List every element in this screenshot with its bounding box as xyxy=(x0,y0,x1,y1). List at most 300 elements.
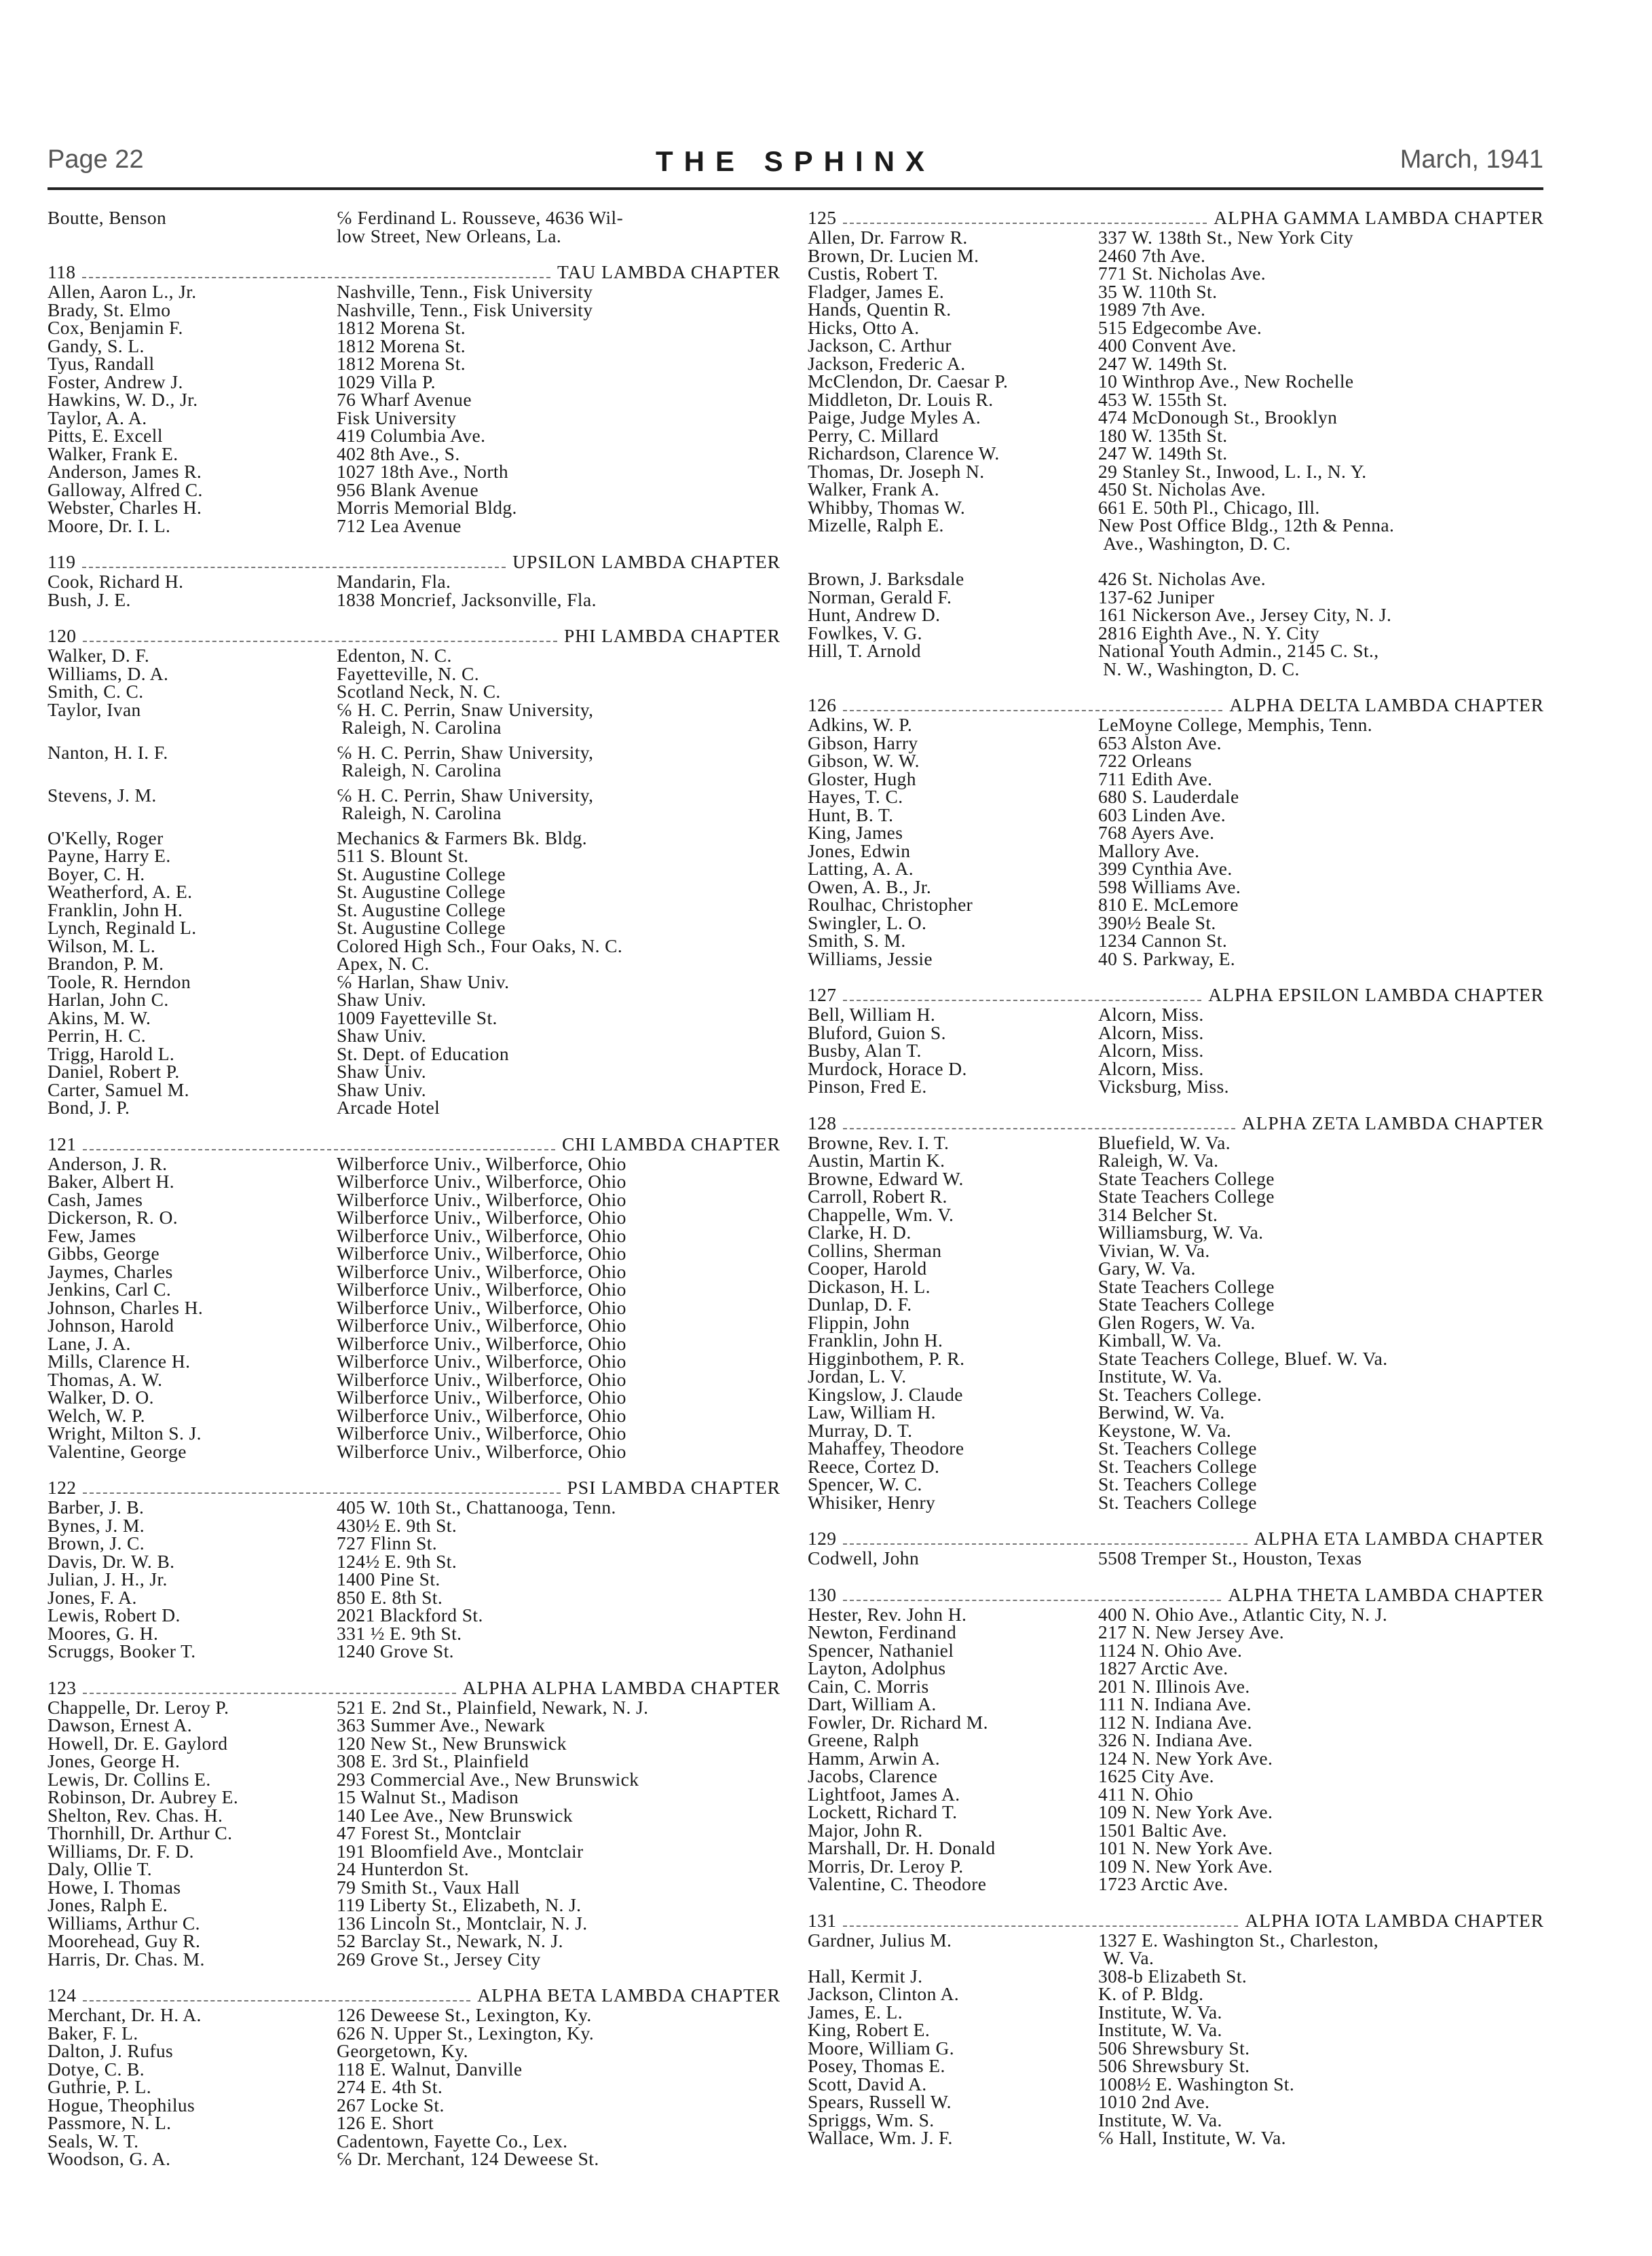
member-entry xyxy=(808,570,1544,588)
member-address: Vivian, W. Va. xyxy=(1098,1239,1210,1261)
page-number: Page 22 xyxy=(48,145,144,174)
member-address: 274 E. 4th St. xyxy=(337,2076,443,2097)
chapter-section xyxy=(48,553,781,609)
chapter-section xyxy=(48,1135,781,1461)
member-entry xyxy=(48,1027,781,1045)
member-address: State Teachers College xyxy=(1098,1294,1275,1315)
member-address: Williamsburg, W. Va. xyxy=(1098,1222,1264,1243)
member-address: 453 W. 155th St. xyxy=(1098,388,1228,410)
member-name: Lewis, Dr. Collins E. xyxy=(48,1768,211,1790)
member-entry xyxy=(48,1716,781,1735)
member-name: Jaymes, Charles xyxy=(48,1260,173,1282)
member-address: New Post Office Bldg., 12th & Penna. Ave., Washington, D. C. xyxy=(1098,514,1395,554)
chapter-number: 128 xyxy=(808,1112,837,1133)
member-address: 118 E. Walnut, Danville xyxy=(337,2058,523,2080)
member-entry xyxy=(48,741,781,781)
member-name: Swingler, L. O. xyxy=(808,911,927,933)
member-name: Jones, F. A. xyxy=(48,1586,137,1608)
chapter-name: ALPHA THETA LAMBDA CHAPTER xyxy=(1228,1583,1544,1605)
member-address: St. Augustine College xyxy=(337,899,506,920)
member-address: 326 N. Indiana Ave. xyxy=(1098,1729,1253,1750)
member-name: Few, James xyxy=(48,1224,136,1246)
member-address: Keystone, W. Va. xyxy=(1098,1419,1232,1441)
chapter-section xyxy=(808,1909,1544,2148)
member-address: ℅ Harlan, Shaw Univ. xyxy=(337,971,510,992)
member-name: Smith, C. C. xyxy=(48,681,144,702)
member-name: Flippin, John xyxy=(808,1311,910,1333)
member-name: Cook, Richard H. xyxy=(48,571,184,592)
member-entry xyxy=(808,2129,1544,2147)
member-address: Georgetown, Ky. xyxy=(337,2040,468,2061)
member-entry xyxy=(808,824,1544,842)
member-name: Toole, R. Herndon xyxy=(48,971,191,992)
member-address: 1010 2nd Ave. xyxy=(1098,2091,1210,2112)
member-name: Gandy, S. L. xyxy=(48,335,145,356)
chapter-number: 123 xyxy=(48,1676,77,1698)
member-address: Shaw Univ. xyxy=(337,1078,427,1100)
member-name: Hamm, Arwin A. xyxy=(808,1747,941,1769)
member-address: Mechanics & Farmers Bk. Bldg. xyxy=(337,827,588,848)
member-entry xyxy=(808,606,1544,624)
member-name: Moore, William G. xyxy=(808,2037,954,2058)
member-name: Lane, J. A. xyxy=(48,1332,131,1354)
member-address: Bluefield, W. Va. xyxy=(1098,1131,1231,1153)
member-name: Dawson, Ernest A. xyxy=(48,1714,193,1735)
leader-dashes xyxy=(843,1600,1221,1601)
member-address: 661 E. 50th Pl., Chicago, Ill. xyxy=(1098,496,1320,518)
member-name: Custis, Robert T. xyxy=(808,263,939,284)
member-entry xyxy=(808,788,1544,806)
member-address: 1838 Moncrief, Jacksonville, Fla. xyxy=(337,588,597,610)
member-address: 1400 Pine St. xyxy=(337,1568,440,1590)
member-address: Wilberforce Univ., Wilberforce, Ohio xyxy=(337,1243,626,1264)
member-entry xyxy=(808,896,1544,914)
member-name: Spears, Russell W. xyxy=(808,2091,952,2112)
member-name: Seals, W. T. xyxy=(48,2130,139,2151)
member-address: 402 8th Ave., S. xyxy=(337,443,460,464)
chapter-section xyxy=(808,696,1544,968)
member-entry xyxy=(808,642,1544,678)
member-name: King, Robert E. xyxy=(808,2019,931,2040)
member-name: Austin, Martin K. xyxy=(808,1150,945,1171)
member-address: 426 St. Nicholas Ave. xyxy=(1098,568,1266,589)
member-name: Norman, Gerald F. xyxy=(808,586,952,607)
member-address: Gary, W. Va. xyxy=(1098,1258,1196,1279)
member-address: Berwind, W. Va. xyxy=(1098,1402,1225,1423)
chapter-name: PSI LAMBDA CHAPTER xyxy=(567,1477,781,1498)
member-address: Institute, W. Va. xyxy=(1098,2019,1222,2040)
chapter-name: TAU LAMBDA CHAPTER xyxy=(557,261,781,282)
member-entry xyxy=(48,283,781,301)
member-name: Morris, Dr. Leroy P. xyxy=(808,1855,964,1877)
member-name: Johnson, Charles H. xyxy=(48,1296,204,1318)
member-address: 1124 N. Ohio Ave. xyxy=(1098,1639,1243,1661)
chapter-heading xyxy=(808,986,1544,1005)
member-address: 35 W. 110th St. xyxy=(1098,280,1218,302)
member-entry xyxy=(48,514,781,536)
member-address: 111 N. Indiana Ave. xyxy=(1098,1693,1252,1714)
member-entry xyxy=(48,1063,781,1081)
member-name: Spencer, Nathaniel xyxy=(808,1639,954,1661)
member-entry xyxy=(48,1932,781,1951)
member-address: 712 Lea Avenue xyxy=(337,514,462,536)
member-entry xyxy=(808,2057,1544,2075)
chapter-heading xyxy=(48,1479,781,1498)
member-name: Webster, Charles H. xyxy=(48,497,202,518)
member-entry xyxy=(808,1491,1544,1513)
member-address: 161 Nickerson Ave., Jersey City, N. J. xyxy=(1098,604,1392,625)
member-name: Dart, William A. xyxy=(808,1693,937,1714)
member-entry xyxy=(48,2006,781,2025)
member-name: King, James xyxy=(808,822,903,843)
chapter-heading xyxy=(48,553,781,572)
member-entry xyxy=(808,716,1544,734)
chapter-name: ALPHA DELTA LAMBDA CHAPTER xyxy=(1229,694,1544,715)
member-address: Mandarin, Fla. xyxy=(337,571,451,592)
member-entry xyxy=(48,573,781,591)
member-entry xyxy=(808,1437,1544,1459)
member-name: Anderson, James R. xyxy=(48,461,202,482)
member-address: 722 Orleans xyxy=(1098,750,1193,771)
member-address: 293 Commercial Ave., New Brunswick xyxy=(337,1768,639,1790)
member-name: Major, John R. xyxy=(808,1819,923,1841)
member-address: National Youth Admin., 2145 C. St., N. W., Washington, D. C. xyxy=(1098,640,1379,679)
chapter-number: 122 xyxy=(48,1477,77,1498)
member-address: 711 Edith Ave. xyxy=(1098,768,1213,789)
member-name: Fladger, James E. xyxy=(808,280,945,302)
member-address: 810 E. McLemore xyxy=(1098,894,1239,915)
member-name: James, E. L. xyxy=(808,2001,903,2023)
member-name: Walker, D. O. xyxy=(48,1387,154,1408)
member-name: Williams, D. A. xyxy=(48,662,169,684)
leader-dashes xyxy=(843,223,1207,224)
member-name: Jordan, L. V. xyxy=(808,1366,907,1387)
member-address: St. Teachers College xyxy=(1098,1455,1257,1477)
chapter-section xyxy=(48,263,781,535)
member-address: Shaw Univ. xyxy=(337,989,427,1010)
member-address: Institute, W. Va. xyxy=(1098,2001,1222,2023)
chapter-name: ALPHA EPSILON LAMBDA CHAPTER xyxy=(1208,984,1544,1005)
leader-dashes xyxy=(83,1492,560,1494)
member-entry xyxy=(48,1281,781,1299)
member-name: Fowlkes, V. G. xyxy=(808,622,922,643)
member-entry xyxy=(808,2021,1544,2039)
member-name: Davis, Dr. W. B. xyxy=(48,1550,175,1572)
member-entry xyxy=(48,784,781,823)
member-address: 314 Belcher St. xyxy=(1098,1203,1218,1225)
member-entry xyxy=(48,499,781,517)
member-address: ℅ Hall, Institute, W. Va. xyxy=(1098,2127,1286,2148)
member-name: Hogue, Theophilus xyxy=(48,2094,195,2116)
member-address: 400 Convent Ave. xyxy=(1098,335,1237,356)
member-entry xyxy=(808,1332,1544,1350)
member-entry xyxy=(48,427,781,445)
member-address: 2816 Eighth Ave., N. Y. City xyxy=(1098,622,1320,643)
member-entry xyxy=(48,1824,781,1843)
member-entry xyxy=(48,1209,781,1227)
member-entry xyxy=(808,1803,1544,1822)
member-name: Brown, Dr. Lucien M. xyxy=(808,244,979,266)
member-address: State Teachers College xyxy=(1098,1186,1275,1207)
leader-dashes xyxy=(843,1128,1235,1129)
member-address: Apex, N. C. xyxy=(337,953,430,974)
member-address: LeMoyne College, Memphis, Tenn. xyxy=(1098,714,1373,735)
member-entry xyxy=(48,1860,781,1879)
member-address: Glen Rogers, W. Va. xyxy=(1098,1311,1256,1333)
member-entry xyxy=(48,647,781,665)
member-name: Thornhill, Dr. Arthur C. xyxy=(48,1822,233,1843)
member-name: Walker, Frank A. xyxy=(808,478,940,500)
member-name: Moore, Dr. I. L. xyxy=(48,514,171,536)
chapter-heading xyxy=(48,1135,781,1154)
member-address: 331 ½ E. 9th St. xyxy=(337,1622,462,1644)
member-name: Clarke, H. D. xyxy=(808,1222,912,1243)
member-address: 1501 Baltic Ave. xyxy=(1098,1819,1227,1841)
member-name: Cain, C. Morris xyxy=(808,1675,929,1697)
member-name: Dickerson, R. O. xyxy=(48,1207,178,1228)
member-address: 267 Locke St. xyxy=(337,2094,445,2116)
member-name: Lockett, Richard T. xyxy=(808,1801,958,1822)
member-name: Guthrie, P. L. xyxy=(48,2076,152,2097)
member-name: Lewis, Robert D. xyxy=(48,1604,181,1625)
member-name: Williams, Arthur C. xyxy=(48,1912,200,1934)
member-address: 101 N. New York Ave. xyxy=(1098,1837,1273,1858)
member-entry xyxy=(48,883,781,901)
member-address: 136 Lincoln St., Montclair, N. J. xyxy=(337,1912,588,1934)
member-name: Hayes, T. C. xyxy=(808,786,903,807)
member-name: Bond, J. P. xyxy=(48,1097,130,1118)
member-name: Brown, J. Barksdale xyxy=(808,568,964,589)
chapter-name: ALPHA ZETA LAMBDA CHAPTER xyxy=(1241,1112,1544,1133)
member-entry xyxy=(48,1099,781,1117)
member-address: Wilberforce Univ., Wilberforce, Ohio xyxy=(337,1207,626,1228)
member-entry xyxy=(808,1731,1544,1750)
member-name: Valentine, C. Theodore xyxy=(808,1873,987,1894)
member-name: Browne, Rev. I. T. xyxy=(808,1131,950,1153)
member-address: 191 Bloomfield Ave., Montclair xyxy=(337,1840,584,1862)
member-address: Alcorn, Miss. xyxy=(1098,1057,1204,1079)
member-name: Fowler, Dr. Richard M. xyxy=(808,1711,988,1733)
member-entry xyxy=(808,409,1544,427)
member-name: Brandon, P. M. xyxy=(48,953,164,974)
member-address: State Teachers College xyxy=(1098,1275,1275,1297)
member-address: 598 Williams Ave. xyxy=(1098,876,1241,897)
chapter-number: 120 xyxy=(48,625,77,646)
chapter-heading xyxy=(48,1987,781,2006)
member-name: Brady, St. Elmo xyxy=(48,299,171,320)
member-name: Woodson, G. A. xyxy=(48,2148,171,2169)
member-entry xyxy=(48,991,781,1009)
member-name: Middleton, Dr. Louis R. xyxy=(808,388,994,410)
member-entry xyxy=(48,919,781,937)
member-name: Harris, Dr. Chas. M. xyxy=(48,1948,205,1970)
member-name: Walker, Frank E. xyxy=(48,443,179,464)
member-name: O'Kelly, Roger xyxy=(48,827,164,848)
member-address: 1827 Arctic Ave. xyxy=(1098,1657,1228,1678)
member-name: Akins, M. W. xyxy=(48,1007,151,1028)
member-address: 626 N. Upper St., Lexington, Ky. xyxy=(337,2022,595,2044)
member-entry xyxy=(48,588,781,610)
member-name: Robinson, Dr. Aubrey E. xyxy=(48,1786,239,1807)
member-name: Weatherford, A. E. xyxy=(48,881,193,902)
chapter-heading xyxy=(808,209,1544,228)
member-address: 727 Flinn St. xyxy=(337,1533,438,1554)
member-entry xyxy=(808,445,1544,463)
member-name: Mills, Clarence H. xyxy=(48,1351,191,1372)
member-entry xyxy=(808,1695,1544,1714)
member-address: 1008½ E. Washington St. xyxy=(1098,2073,1295,2094)
member-address: 1723 Arctic Ave. xyxy=(1098,1873,1228,1894)
chapter-number: 127 xyxy=(808,984,837,1005)
member-address: Vicksburg, Miss. xyxy=(1098,1076,1229,1097)
chapter-number: 131 xyxy=(808,1909,837,1931)
member-name: Murray, D. T. xyxy=(808,1419,913,1441)
member-address: Wilberforce Univ., Wilberforce, Ohio xyxy=(337,1171,626,1192)
member-name: Perrin, H. C. xyxy=(48,1025,146,1046)
member-address: K. of P. Bldg. xyxy=(1098,1983,1204,2004)
member-name: Cox, Benjamin F. xyxy=(48,317,183,338)
member-name: Carter, Samuel M. xyxy=(48,1078,189,1100)
leader-dashes xyxy=(83,1149,555,1150)
member-entry xyxy=(48,2078,781,2097)
member-name: Tyus, Randall xyxy=(48,353,155,374)
member-name: Gloster, Hugh xyxy=(808,768,916,789)
member-name: Franklin, John H. xyxy=(48,899,183,920)
member-name: Gibbs, George xyxy=(48,1243,160,1264)
member-name: Hunt, Andrew D. xyxy=(808,604,941,625)
member-address: Shaw Univ. xyxy=(337,1061,427,1082)
chapter-name: UPSILON LAMBDA CHAPTER xyxy=(512,551,781,572)
member-entry xyxy=(48,2114,781,2132)
left-column xyxy=(48,209,781,2187)
member-address: St. Teachers College. xyxy=(1098,1383,1262,1405)
member-address: 956 Blank Avenue xyxy=(337,478,479,500)
member-entry xyxy=(48,1317,781,1335)
member-address: 400 N. Ohio Ave., Atlantic City, N. J. xyxy=(1098,1603,1388,1625)
member-address: 390½ Beale St. xyxy=(1098,911,1216,933)
member-name: Roulhac, Christopher xyxy=(808,894,973,915)
member-name: Hands, Quentin R. xyxy=(808,299,952,320)
member-address: 363 Summer Ave., Newark xyxy=(337,1714,546,1735)
member-entry xyxy=(808,1985,1544,2004)
member-name: Spencer, W. C. xyxy=(808,1473,922,1494)
member-address: 515 Edgecombe Ave. xyxy=(1098,316,1262,338)
member-name: Merchant, Dr. H. A. xyxy=(48,2004,202,2025)
member-name: Codwell, John xyxy=(808,1547,920,1568)
member-address: St. Teachers College xyxy=(1098,1437,1257,1459)
member-entry xyxy=(48,1568,781,1590)
member-name: Reece, Cortez D. xyxy=(808,1455,940,1477)
member-address: 653 Alston Ave. xyxy=(1098,732,1222,753)
member-name: Jones, George H. xyxy=(48,1750,181,1771)
member-address: 768 Ayers Ave. xyxy=(1098,822,1215,843)
member-address: State Teachers College, Bluef. W. Va. xyxy=(1098,1347,1388,1369)
member-name: Dotye, C. B. xyxy=(48,2058,145,2080)
member-name: Passmore, N. L. xyxy=(48,2112,172,2133)
chapter-number: 124 xyxy=(48,1985,77,2006)
member-address: Wilberforce Univ., Wilberforce, Ohio xyxy=(337,1188,626,1210)
member-address: Alcorn, Miss. xyxy=(1098,1040,1204,1061)
member-name: Bell, William H. xyxy=(808,1004,936,1025)
member-address: 52 Barclay St., Newark, N. J. xyxy=(337,1930,563,1951)
chapter-section xyxy=(48,627,781,1117)
member-entry xyxy=(48,1606,781,1625)
member-name: Pinson, Fred E. xyxy=(808,1076,927,1097)
member-entry xyxy=(48,1642,781,1661)
chapter-number: 125 xyxy=(808,207,837,228)
chapter-heading xyxy=(48,1676,781,1698)
member-name: Mahaffey, Theodore xyxy=(808,1437,964,1459)
chapter-section xyxy=(808,209,1544,678)
member-name: Stevens, J. M. xyxy=(48,784,157,806)
member-address: ℅ Dr. Merchant, 124 Deweese St. xyxy=(337,2148,599,2169)
member-name: Gibson, W. W. xyxy=(808,750,920,771)
member-address: Mallory Ave. xyxy=(1098,840,1200,861)
member-name: Moorehead, Guy R. xyxy=(48,1930,201,1951)
member-entry xyxy=(808,1296,1544,1314)
member-entry xyxy=(808,1839,1544,1858)
member-entry xyxy=(48,955,781,973)
member-name: Welch, W. P. xyxy=(48,1404,145,1426)
leader-dashes xyxy=(843,710,1222,711)
member-name: Jones, Ralph E. xyxy=(48,1894,168,1915)
member-entry xyxy=(808,229,1544,247)
member-address: 680 S. Lauderdale xyxy=(1098,786,1239,807)
member-address: 15 Walnut St., Madison xyxy=(337,1786,519,1807)
member-address: 771 St. Nicholas Ave. xyxy=(1098,263,1266,284)
member-entry xyxy=(808,265,1544,283)
member-name: Valentine, George xyxy=(48,1440,187,1462)
member-name: Owen, A. B., Jr. xyxy=(808,876,932,897)
member-entry xyxy=(48,1440,781,1462)
member-entry xyxy=(808,1224,1544,1242)
member-address: Arcade Hotel xyxy=(337,1097,440,1118)
leader-dashes xyxy=(82,277,550,278)
chapter-name: ALPHA IOTA LAMBDA CHAPTER xyxy=(1245,1909,1544,1931)
member-address: Shaw Univ. xyxy=(337,1025,427,1046)
chapter-heading xyxy=(808,1530,1544,1549)
member-entry xyxy=(808,932,1544,950)
member-address: 109 N. New York Ave. xyxy=(1098,1801,1273,1822)
member-address: 411 N. Ohio xyxy=(1098,1783,1194,1805)
member-entry xyxy=(808,1929,1544,1968)
chapter-name: ALPHA BETA LAMBDA CHAPTER xyxy=(477,1985,781,2006)
right-column xyxy=(808,209,1544,2166)
member-name: Dunlap, D. F. xyxy=(808,1294,912,1315)
member-address: Raleigh, W. Va. xyxy=(1098,1150,1219,1171)
member-address: 112 N. Indiana Ave. xyxy=(1098,1711,1252,1733)
member-name: Anderson, J. R. xyxy=(48,1152,168,1174)
member-name: Cooper, Harold xyxy=(808,1258,927,1279)
member-name: Williams, Dr. F. D. xyxy=(48,1840,194,1862)
member-address: ℅ H. C. Perrin, Shaw University, Raleigh, N. Carolina xyxy=(337,741,594,781)
member-address: 10 Winthrop Ave., New Rochelle xyxy=(1098,371,1354,392)
chapter-section xyxy=(808,1583,1544,1894)
member-entry xyxy=(808,1260,1544,1278)
member-address: St. Dept. of Education xyxy=(337,1042,509,1064)
member-address: Wilberforce Univ., Wilberforce, Ohio xyxy=(337,1387,626,1408)
member-address: 247 W. 149th St. xyxy=(1098,443,1228,464)
member-name: Payne, Harry E. xyxy=(48,845,171,866)
member-name: Thomas, A. W. xyxy=(48,1368,163,1390)
member-entry xyxy=(48,847,781,865)
member-address: 269 Grove St., Jersey City xyxy=(337,1948,541,1970)
chapter-heading xyxy=(808,696,1544,715)
member-entry xyxy=(48,355,781,373)
member-entry xyxy=(48,463,781,481)
member-address: Kimball, W. Va. xyxy=(1098,1330,1222,1351)
header-rule xyxy=(48,187,1543,190)
